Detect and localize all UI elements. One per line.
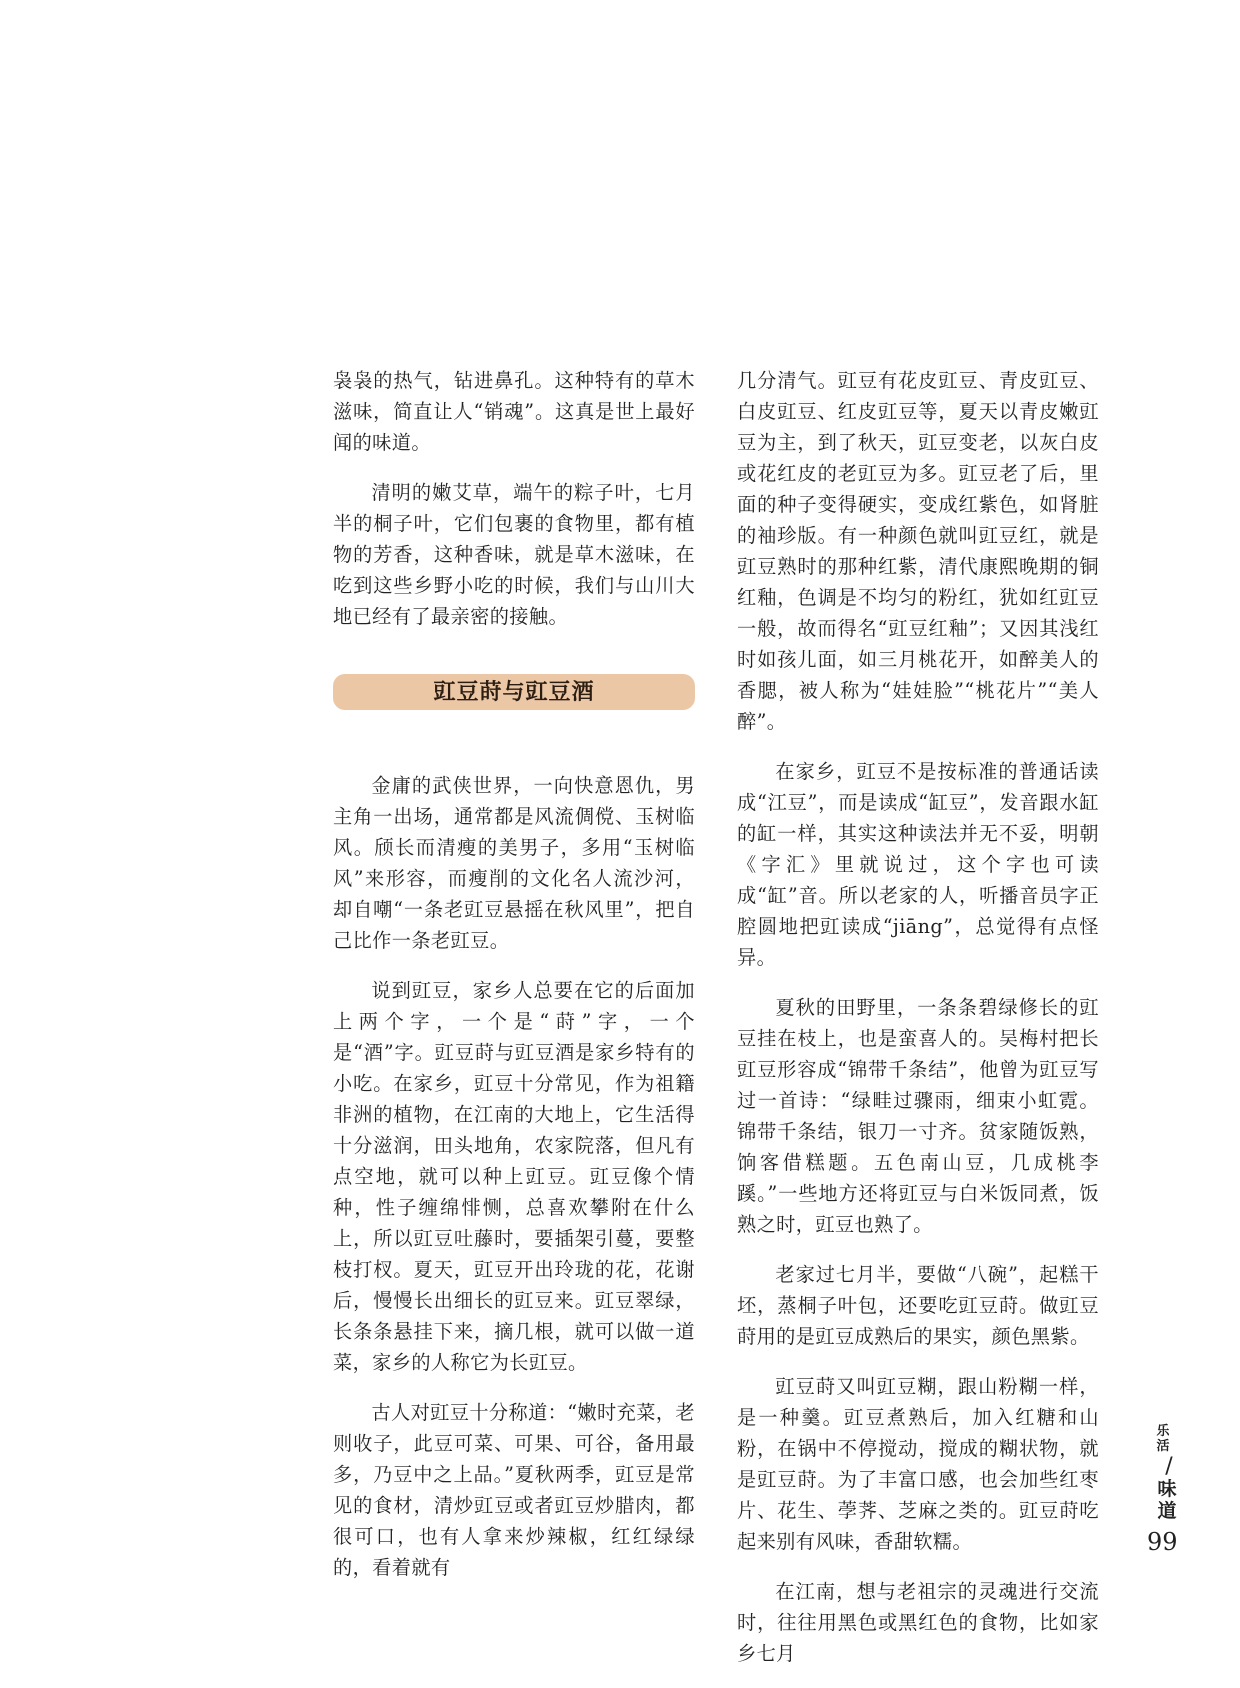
paragraph: 清明的嫩艾草，端午的粽子叶，七月半的桐子叶，它们包裹的食物里，都有植物的芳香，这种香味，就是草木滋味，在吃到这些乡野小吃的时候，我们与山川大地已经有了最亲密的接触。 <box>333 481 695 628</box>
right-column <box>737 365 1099 1688</box>
paragraph: 夏秋的田野里，一条条碧绿修长的豇豆挂在枝上，也是蛮喜人的。吴梅村把长豇豆形容成“锦带千条结”，他曾为豇豆写过一首诗：“绿畦过骤雨，细束小虹霓。锦带千条结，银刀一寸齐。贫家随饭熟，饷客借糕题。五色南山豆，几成桃李蹊。”一些地方还将豇豆与白米饭同煮，饭熟之时，豇豆也熟了。 <box>737 996 1099 1236</box>
paragraph: 在家乡，豇豆不是按标准的普通话读成“江豆”，而是读成“缸豆”，发音跟水缸的缸一样，其实这种读法并无不妥，明朝《字汇》里就说过，这个字也可读成“缸”音。所以老家的人，听播音员字正腔圆地把豇读成“jiāng”，总觉得有点怪异。 <box>737 760 1099 969</box>
section-heading: 豇豆莳与豇豆酒 <box>333 674 695 710</box>
paragraph: 老家过七月半，要做“八碗”，起糕干坯，蒸桐子叶包，还要吃豇豆莳。做豇豆莳用的是豇豆成熟后的果实，颜色黑紫。 <box>737 1263 1099 1348</box>
page-number: 99 <box>1147 1528 1178 1556</box>
section-label-separator: / <box>1165 1454 1173 1479</box>
section-label-top: 乐活 <box>1156 1424 1170 1454</box>
left-column <box>333 365 695 1602</box>
section-label <box>1156 1424 1178 1522</box>
paragraph: 几分清气。豇豆有花皮豇豆、青皮豇豆、白皮豇豆、红皮豇豆等，夏天以青皮嫩豇豆为主，到了秋天，豇豆变老，以灰白皮或花红皮的老豇豆为多。豇豆老了后，里面的种子变得硬实，变成红紫色，如肾脏的袖珍版。有一种颜色就叫豇豆红，就是豇豆熟时的那种红紫，清代康熙晚期的铜红釉，色调是不均匀的粉红，犹如红豇豆一般，故而得名“豇豆红釉”；又因其浅红时如孩儿面，如三月桃花开，如醉美人的香腮，被人称为“娃娃脸”“桃花片”“美人醉”。 <box>737 369 1099 733</box>
paragraph: 说到豇豆，家乡人总要在它的后面加上两个字，一个是“莳”字，一个是“酒”字。豇豆莳与豇豆酒是家乡特有的小吃。在家乡，豇豆十分常见，作为祖籍非洲的植物，在江南的大地上，它生活得十分滋润，田头地角，农家院落，但凡有点空地，就可以种上豇豆。豇豆像个情种，性子缠绵悱恻，总喜欢攀附在什么上，所以豇豆吐藤时，要插架引蔓，要整枝打杈。夏天，豇豆开出玲珑的花，花谢后，慢慢长出细长的豇豆来。豇豆翠绿，长条条悬挂下来，摘几根，就可以做一道菜，家乡的人称它为长豇豆。 <box>333 979 695 1374</box>
paragraph: 袅袅的热气，钻进鼻孔。这种特有的草木滋味，简直让人“销魂”。这真是世上最好闻的味道。 <box>333 369 695 454</box>
paragraph: 古人对豇豆十分称道：“嫩时充菜，老则收子，此豆可菜、可果、可谷，备用最多，乃豆中之上品。”夏秋两季，豇豆是常见的食材，清炒豇豆或者豇豆炒腊肉，都很可口，也有人拿来炒辣椒，红红绿绿的，看着就有 <box>333 1401 695 1579</box>
paragraph: 在江南，想与老祖宗的灵魂进行交流时，往往用黑色或黑红色的食物，比如家乡七月 <box>737 1580 1099 1665</box>
paragraph: 豇豆莳又叫豇豆糊，跟山粉糊一样，是一种羹。豇豆煮熟后，加入红糖和山粉，在锅中不停搅动，搅成的糊状物，就是豇豆莳。为了丰富口感，也会加些红枣片、花生、荸荠、芝麻之类的。豇豆莳吃起来别有风味，香甜软糯。 <box>737 1375 1099 1553</box>
section-label-bottom: 味道 <box>1157 1478 1177 1522</box>
paragraph: 金庸的武侠世界，一向快意恩仇，男主角一出场，通常都是风流倜傥、玉树临风。颀长而清瘦的美男子，多用“玉树临风”来形容，而瘦削的文化名人流沙河，却自嘲“一条老豇豆悬摇在秋风里”，把自己比作一条老豇豆。 <box>333 774 695 952</box>
